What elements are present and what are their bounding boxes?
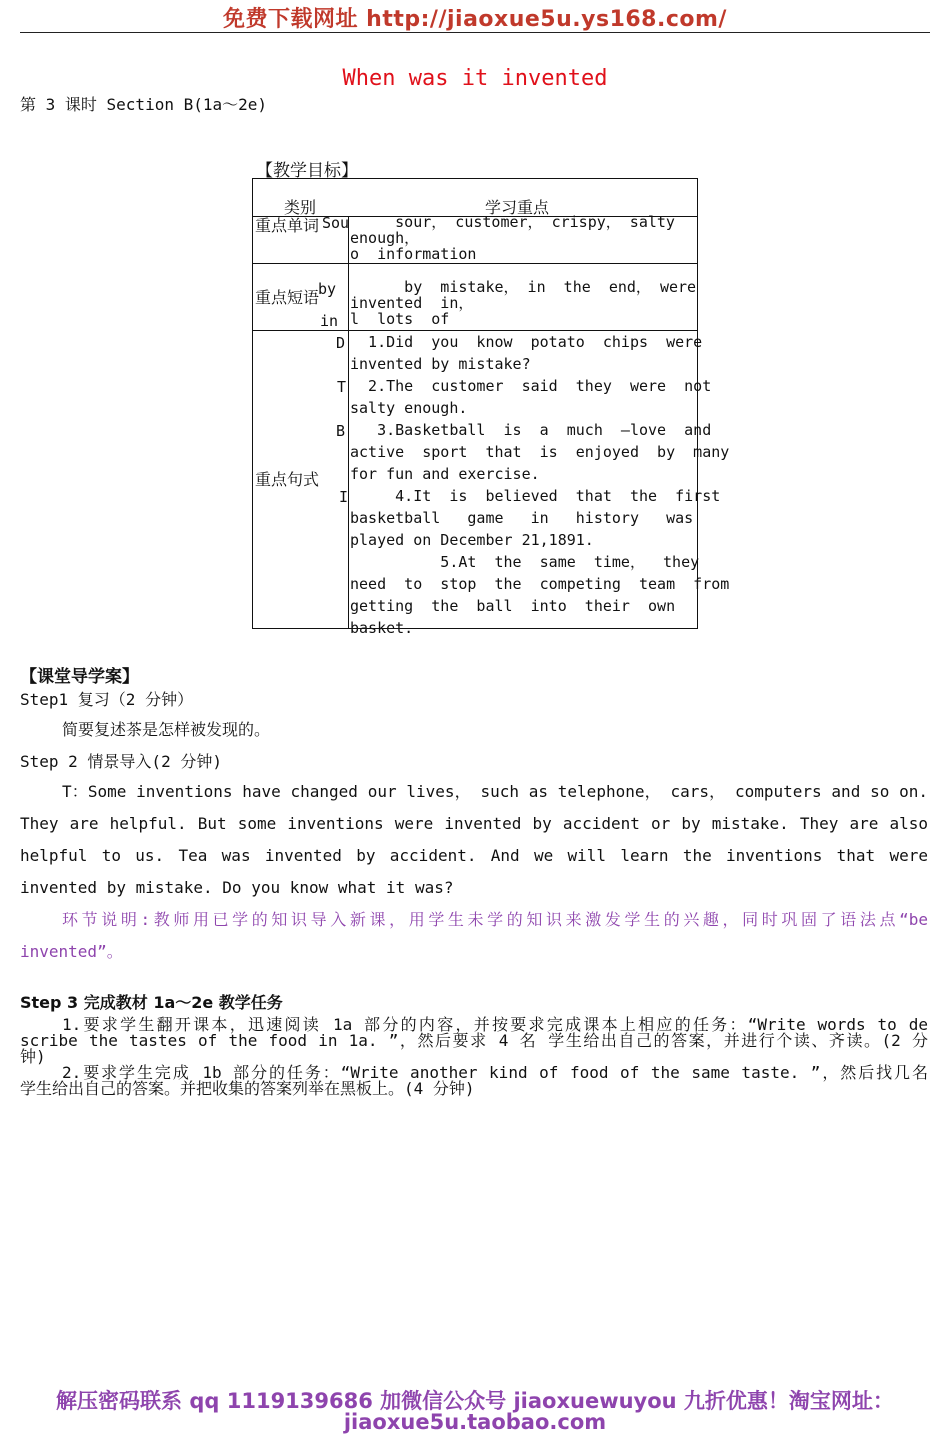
step2-note-line: 环节说明:教师用已学的知识导入新课，用学生未学的知识来激发学生的兴趣，同时巩固了语法点“be	[62, 910, 928, 929]
step2-line: invented by mistake. Do you know what it was?	[20, 878, 454, 897]
side-mark: B	[336, 422, 346, 440]
cell-line: o information	[350, 245, 477, 263]
cell-line: active sport that is enjoyed by many	[350, 443, 730, 461]
step2-line: They are helpful. But some inventions were invented by accident or by mistake. They are also	[20, 814, 928, 833]
step3-line: scribe the tastes of the food in 1a. ”，然后要求 4 名 学生给出自己的答案，并进行个读、齐读。(2 分	[20, 1031, 928, 1050]
step3-body	[20, 1017, 928, 1097]
sentences-cell	[350, 331, 730, 637]
side-mark: in	[320, 312, 339, 330]
header-download-link[interactable]: 免费下载网址 http://jiaoxue5u.ys168.com/	[223, 7, 727, 32]
document-title: When was it invented	[342, 66, 608, 91]
lesson-label: 第 3 课时 Section B(1a〜2e)	[20, 95, 268, 114]
step3-title: Step 3 完成教材 1a〜2e 教学任务	[20, 993, 283, 1012]
cell-line: basket.	[350, 619, 414, 637]
side-mark: T	[337, 378, 347, 396]
cell-line: 5.At the same time， they	[350, 553, 700, 571]
step2-line: T：Some inventions have changed our lives， such as telephone， cars， computers and so on.	[62, 782, 928, 801]
cell-line: 2.The customer said they were not	[350, 377, 712, 395]
words-cell	[350, 214, 695, 262]
cell-line: for fun and exercise.	[350, 465, 540, 483]
cell-line: invented in，	[350, 294, 474, 312]
row-category-sentences: 重点句式	[255, 470, 320, 489]
step1-text: 简要复述茶是怎样被发现的。	[62, 720, 271, 739]
step2-note-line: invented”。	[20, 942, 123, 961]
side-mark: I	[339, 488, 349, 506]
step3-line: 2.要求学生完成 1b 部分的任务：“Write another kind of food of the same taste. ”，然后找几名	[62, 1063, 928, 1082]
step2-line: helpful to us. Tea was invented by accident. And we will learn the inventions that were	[20, 846, 928, 865]
cell-line: l lots of	[350, 310, 450, 328]
cell-line: salty enough.	[350, 399, 468, 417]
header-divider	[20, 32, 930, 33]
goals-heading: 【教学目标】	[256, 161, 358, 181]
step3-line: 1.要求学生翻开课本，迅速阅读 1a 部分的内容，并按要求完成课本上相应的任务：“Write words to de	[62, 1015, 928, 1034]
cell-line: getting the ball into their own	[350, 597, 676, 615]
side-mark: D	[336, 334, 346, 352]
step2-body	[20, 776, 928, 968]
cell-line: 3.Basketball is a much —love and	[350, 421, 712, 439]
step1-title: Step1 复习（2 分钟）	[20, 690, 194, 709]
table-divider-row2	[252, 263, 697, 264]
cell-line: sour， customer， crispy， salty	[350, 213, 675, 231]
cell-line: basketball game in history was	[350, 509, 694, 527]
row-category-words: 重点单词	[255, 216, 320, 235]
side-mark: Sou	[322, 214, 350, 232]
col-header-focus: 学习重点	[485, 198, 550, 217]
row-category-phrases: 重点短语	[255, 288, 320, 307]
guide-heading: 【课堂导学案】	[20, 667, 139, 687]
cell-line: need to stop the competing team from	[350, 575, 730, 593]
cell-line: 4.It is believed that the first	[350, 487, 721, 505]
side-mark: by	[318, 280, 337, 298]
cell-line: invented by mistake?	[350, 355, 531, 373]
cell-line: 1.Did you know potato chips were	[350, 333, 703, 351]
col-header-category: 类别	[284, 198, 317, 217]
step3-line: 钟)	[20, 1047, 46, 1066]
step3-line: 学生给出自己的答案。并把收集的答案列举在黑板上。(4 分钟)	[20, 1079, 475, 1098]
phrases-cell	[350, 279, 695, 329]
footer-contact: 解压密码联系 qq 1119139686 加微信公众号 jiaoxuewuyou 九折优惠！淘宝网址：	[56, 1389, 894, 1413]
cell-line: played on December 21,1891.	[350, 531, 594, 549]
step2-title: Step 2 情景导入(2 分钟)	[20, 752, 222, 771]
footer-shop-link[interactable]: jiaoxue5u.taobao.com	[343, 1410, 607, 1434]
cell-line: by mistake， in the end， were	[350, 278, 697, 296]
cell-line: enough，	[350, 229, 420, 247]
table-divider-vertical	[348, 216, 349, 628]
